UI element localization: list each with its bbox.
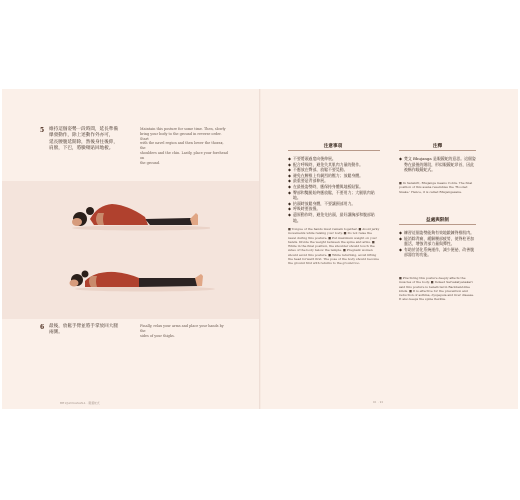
notes-title-rule: [288, 150, 380, 151]
step-6-english-text: Finally, relax your arms and place your hands by the sides of your thighs.: [140, 324, 224, 338]
benefits-title-rule: [399, 224, 476, 225]
step-5-chinese-text: 維持這個姿勢一段時間，延長準備 爆發動作，除上述動作外亦可， 延長腰腹延開除，然後身往後仰， 肩膀，下巴，將臉頰貼回地板。: [49, 127, 118, 152]
step-6-chinese-text: 最後，放鬆手臂並將手掌放回大腿 兩側。: [49, 324, 118, 336]
benefits-english-text: ■ Practicing this posture deeply affects the muscles of the body. ■ Indeed Sarvakalyanakari said this posture is beneficial in Backbend-like kinds. ■ It is effective for the prevention and reduction of asthma, dyspepsia and liver disease. It also keeps the spine flexible.: [399, 276, 475, 302]
footer-left: BHUJANGASANA · 眼鏡蛇式: [60, 402, 100, 405]
step-number-6: 6: [40, 324, 45, 331]
annotation-english-text: ■ In Sanskrit, Bhujanga means Cobra. The final position of this asana resembles the 'Hooded Snake.' Hence, it is called Bhujangasana.: [399, 181, 473, 194]
benefits-list: [399, 230, 476, 258]
list-item: ◆ 避免在腰椎上有劇烈的壓力；放鬆身體。: [288, 172, 364, 178]
annotation-list: [399, 156, 476, 173]
list-item: ◆ 抬頭時放鬆身體，不要讓頸部用力。: [288, 200, 356, 206]
list-item: ◆ 不要將頭過度向後伸展。: [288, 156, 336, 161]
list-item: ◆ 在最後姿勢時，應保持身體與地板貼緊。: [288, 183, 364, 189]
book-gutter: [259, 89, 261, 409]
list-item: ◆ 不應放在臀部，放鬆不要晃動。: [288, 167, 348, 173]
cobra-pose-photo-rising: [50, 195, 210, 235]
annotation-title-rule: [399, 150, 476, 151]
list-item: ◆ 臀部和雙腿始終應放鬆，不要用力；大腿肌肉貼地。: [288, 189, 375, 201]
notes-english-text: ■ Tongue of the hands must remain together. ■ Avoid jerky movements while raising your body. ■ Do not raise the navel during this posture. ■ Put maximum weight on your hands. Divide the weight between the spine and arms. ■ While in the final position, the shoulder should touch the sides of the body below the temple. ■ Pregnant women should avoid this posture. ■ While returning, avoid lifting the head forward first. The pose of the body should become the ground first with returns to the ground too.: [288, 227, 380, 266]
notes-title: 注意事項: [323, 144, 343, 149]
list-item: ◆ 呼吸時要放慢。: [288, 206, 321, 212]
step-5-english-text: Maintain this posture for some time. Then, slowly bring your body to the ground in reverse order. Start with the navel region and then lower the thorax, the shoulders and the chin. Lastly, place your forehead on the ground.: [140, 127, 228, 165]
cobra-pose-photo-lowered: [55, 265, 215, 295]
list-item: ◆ 練習這個姿勢能夠有效地鍛鍊脊椎肌肉。: [399, 230, 475, 235]
list-item: ◆ 能消除背痛，緩解腰部疲勞，使脊柱更加靈活，增強背部力量與彈性。: [399, 235, 475, 247]
footer-right: 91 · 91: [373, 401, 384, 404]
list-item: ◆ 梵文 Bhujanga 是眼鏡蛇的意思。這個姿勢在最後的階段，形似眼鏡蛇昂首，因此被稱作眼鏡蛇式。: [399, 156, 476, 173]
annotation-title: 注釋: [432, 144, 443, 149]
list-item: ◆ 配合呼吸時，避免失其肌肉力量的動作。: [288, 161, 364, 167]
list-item: ◆ 還原動作時，避免先抬頭，最好讓胸部和腹部貼地。: [288, 211, 375, 223]
step-number-5: 5: [40, 127, 45, 134]
list-item: ◆ 有助於消化系統運作，減少便祕，改善腹部器官的功能。: [399, 246, 475, 258]
list-item: ◆ 最重要是背部伸展。: [288, 178, 329, 184]
benefits-title: 益處與限制: [426, 218, 449, 223]
notes-list: [288, 156, 380, 223]
